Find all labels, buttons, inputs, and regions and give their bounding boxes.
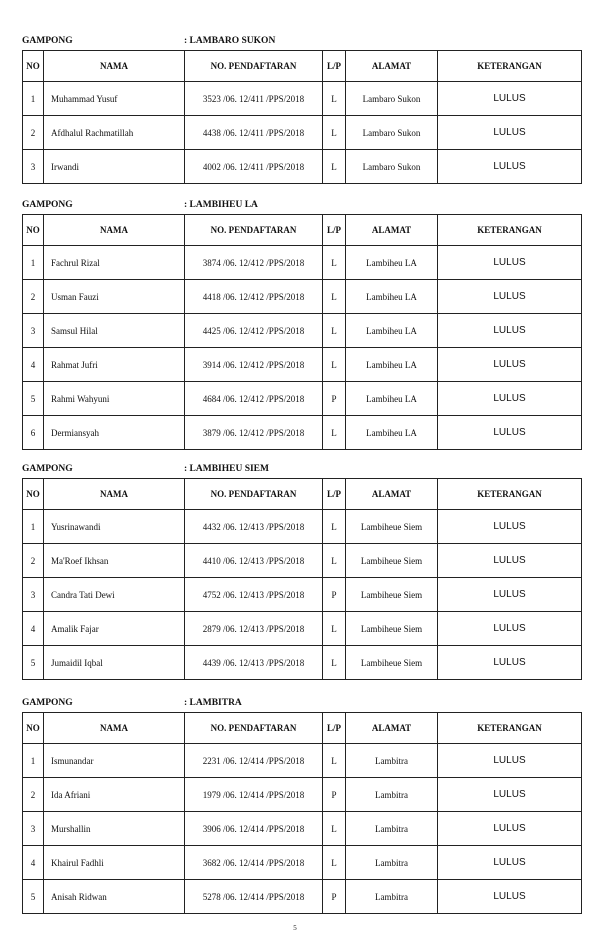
cell-keterangan: LULUS xyxy=(438,778,582,812)
gampong-section xyxy=(22,200,575,450)
column-header-no-pendaftaran: NO. PENDAFTARAN xyxy=(185,215,323,246)
gampong-label: GAMPONG xyxy=(22,698,73,708)
cell-keterangan: LULUS xyxy=(438,150,582,184)
cell-no: 4 xyxy=(23,612,44,646)
cell-no-pendaftaran: 1979 /06. 12/414 /PPS/2018 xyxy=(185,778,323,812)
table-row xyxy=(23,812,582,846)
table-header-row xyxy=(23,713,582,744)
gampong-header xyxy=(22,200,575,214)
column-header-nama: NAMA xyxy=(44,713,185,744)
cell-lp: L xyxy=(323,416,346,450)
cell-lp: L xyxy=(323,82,346,116)
cell-nama: Irwandi xyxy=(44,150,185,184)
cell-alamat: Lambiheue Siem xyxy=(346,578,438,612)
cell-no-pendaftaran: 3914 /06. 12/412 /PPS/2018 xyxy=(185,348,323,382)
cell-keterangan: LULUS xyxy=(438,646,582,680)
cell-alamat: Lambaro Sukon xyxy=(346,82,438,116)
cell-keterangan: LULUS xyxy=(438,846,582,880)
cell-alamat: Lambitra xyxy=(346,744,438,778)
column-header-alamat: ALAMAT xyxy=(346,479,438,510)
column-header-alamat: ALAMAT xyxy=(346,215,438,246)
cell-alamat: Lambitra xyxy=(346,846,438,880)
cell-keterangan: LULUS xyxy=(438,578,582,612)
cell-no-pendaftaran: 4684 /06. 12/412 /PPS/2018 xyxy=(185,382,323,416)
cell-nama: Anisah Ridwan xyxy=(44,880,185,914)
cell-lp: L xyxy=(323,544,346,578)
column-header-nama: NAMA xyxy=(44,51,185,82)
column-header-lp: L/P xyxy=(323,713,346,744)
table-row xyxy=(23,416,582,450)
cell-no: 1 xyxy=(23,510,44,544)
cell-nama: Rahmi Wahyuni xyxy=(44,382,185,416)
table-row xyxy=(23,82,582,116)
column-header-keterangan: KETERANGAN xyxy=(438,51,582,82)
cell-alamat: Lambiheu LA xyxy=(346,280,438,314)
cell-keterangan: LULUS xyxy=(438,812,582,846)
cell-no: 5 xyxy=(23,880,44,914)
cell-lp: L xyxy=(323,744,346,778)
cell-nama: Ida Afriani xyxy=(44,778,185,812)
gampong-section xyxy=(22,36,575,184)
cell-keterangan: LULUS xyxy=(438,246,582,280)
gampong-section xyxy=(22,698,575,914)
cell-nama: Ismunandar xyxy=(44,744,185,778)
cell-no-pendaftaran: 4432 /06. 12/413 /PPS/2018 xyxy=(185,510,323,544)
table-row xyxy=(23,880,582,914)
table-row xyxy=(23,744,582,778)
cell-nama: Ma'Roef Ikhsan xyxy=(44,544,185,578)
cell-no: 2 xyxy=(23,778,44,812)
cell-no: 3 xyxy=(23,812,44,846)
cell-no: 1 xyxy=(23,246,44,280)
table-header-row xyxy=(23,215,582,246)
column-header-lp: L/P xyxy=(323,479,346,510)
column-header-lp: L/P xyxy=(323,51,346,82)
cell-nama: Yusrinawandi xyxy=(44,510,185,544)
table-header-row xyxy=(23,51,582,82)
cell-lp: L xyxy=(323,314,346,348)
gampong-header xyxy=(22,464,575,478)
cell-nama: Candra Tati Dewi xyxy=(44,578,185,612)
cell-keterangan: LULUS xyxy=(438,116,582,150)
table-row xyxy=(23,612,582,646)
student-table xyxy=(22,214,582,450)
cell-keterangan: LULUS xyxy=(438,416,582,450)
gampong-name: : LAMBIHEU SIEM xyxy=(184,464,269,474)
cell-no-pendaftaran: 2879 /06. 12/413 /PPS/2018 xyxy=(185,612,323,646)
column-header-alamat: ALAMAT xyxy=(346,51,438,82)
gampong-header xyxy=(22,698,575,712)
cell-no-pendaftaran: 3906 /06. 12/414 /PPS/2018 xyxy=(185,812,323,846)
cell-alamat: Lambiheue Siem xyxy=(346,544,438,578)
column-header-keterangan: KETERANGAN xyxy=(438,713,582,744)
cell-no-pendaftaran: 2231 /06. 12/414 /PPS/2018 xyxy=(185,744,323,778)
cell-no-pendaftaran: 4410 /06. 12/413 /PPS/2018 xyxy=(185,544,323,578)
cell-lp: P xyxy=(323,778,346,812)
cell-alamat: Lambiheu LA xyxy=(346,348,438,382)
cell-no-pendaftaran: 4752 /06. 12/413 /PPS/2018 xyxy=(185,578,323,612)
column-header-keterangan: KETERANGAN xyxy=(438,215,582,246)
column-header-no: NO xyxy=(23,479,44,510)
column-header-lp: L/P xyxy=(323,215,346,246)
cell-lp: L xyxy=(323,150,346,184)
cell-no: 4 xyxy=(23,846,44,880)
gampong-header xyxy=(22,36,575,50)
cell-alamat: Lambiheue Siem xyxy=(346,510,438,544)
cell-lp: P xyxy=(323,880,346,914)
cell-alamat: Lambiheu LA xyxy=(346,416,438,450)
cell-nama: Samsul Hilal xyxy=(44,314,185,348)
cell-nama: Fachrul Rizal xyxy=(44,246,185,280)
column-header-alamat: ALAMAT xyxy=(346,713,438,744)
cell-no: 6 xyxy=(23,416,44,450)
gampong-label: GAMPONG xyxy=(22,36,73,46)
gampong-label: GAMPONG xyxy=(22,464,73,474)
column-header-nama: NAMA xyxy=(44,479,185,510)
cell-no: 2 xyxy=(23,116,44,150)
cell-no-pendaftaran: 3874 /06. 12/412 /PPS/2018 xyxy=(185,246,323,280)
table-row xyxy=(23,314,582,348)
cell-alamat: Lambitra xyxy=(346,778,438,812)
cell-alamat: Lambiheu LA xyxy=(346,246,438,280)
cell-lp: L xyxy=(323,348,346,382)
gampong-name: : LAMBITRA xyxy=(184,698,242,708)
cell-lp: L xyxy=(323,280,346,314)
cell-alamat: Lambiheu LA xyxy=(346,382,438,416)
table-header-row xyxy=(23,479,582,510)
cell-lp: L xyxy=(323,612,346,646)
cell-lp: L xyxy=(323,812,346,846)
column-header-no-pendaftaran: NO. PENDAFTARAN xyxy=(185,51,323,82)
cell-no-pendaftaran: 4418 /06. 12/412 /PPS/2018 xyxy=(185,280,323,314)
cell-no-pendaftaran: 4425 /06. 12/412 /PPS/2018 xyxy=(185,314,323,348)
cell-no-pendaftaran: 4002 /06. 12/411 /PPS/2018 xyxy=(185,150,323,184)
cell-no: 5 xyxy=(23,382,44,416)
cell-no: 3 xyxy=(23,314,44,348)
cell-alamat: Lambitra xyxy=(346,880,438,914)
cell-no: 3 xyxy=(23,150,44,184)
cell-keterangan: LULUS xyxy=(438,382,582,416)
cell-lp: L xyxy=(323,510,346,544)
cell-alamat: Lambaro Sukon xyxy=(346,116,438,150)
table-row xyxy=(23,510,582,544)
cell-nama: Jumaidil Iqbal xyxy=(44,646,185,680)
cell-no: 1 xyxy=(23,82,44,116)
cell-alamat: Lambiheu LA xyxy=(346,314,438,348)
table-row xyxy=(23,348,582,382)
cell-no-pendaftaran: 3879 /06. 12/412 /PPS/2018 xyxy=(185,416,323,450)
cell-keterangan: LULUS xyxy=(438,880,582,914)
cell-no-pendaftaran: 3682 /06. 12/414 /PPS/2018 xyxy=(185,846,323,880)
cell-lp: L xyxy=(323,246,346,280)
table-row xyxy=(23,280,582,314)
column-header-no: NO xyxy=(23,51,44,82)
page-number: 5 xyxy=(293,924,297,932)
cell-alamat: Lambaro Sukon xyxy=(346,150,438,184)
student-table xyxy=(22,478,582,680)
cell-keterangan: LULUS xyxy=(438,314,582,348)
column-header-no-pendaftaran: NO. PENDAFTARAN xyxy=(185,713,323,744)
gampong-label: GAMPONG xyxy=(22,200,73,210)
table-row xyxy=(23,578,582,612)
table-row xyxy=(23,778,582,812)
cell-nama: Usman Fauzi xyxy=(44,280,185,314)
cell-no-pendaftaran: 4439 /06. 12/413 /PPS/2018 xyxy=(185,646,323,680)
cell-no-pendaftaran: 3523 /06. 12/411 /PPS/2018 xyxy=(185,82,323,116)
cell-alamat: Lambiheue Siem xyxy=(346,612,438,646)
cell-no: 3 xyxy=(23,578,44,612)
cell-no: 5 xyxy=(23,646,44,680)
cell-lp: L xyxy=(323,646,346,680)
cell-nama: Amalik Fajar xyxy=(44,612,185,646)
cell-lp: L xyxy=(323,846,346,880)
cell-keterangan: LULUS xyxy=(438,744,582,778)
cell-alamat: Lambiheue Siem xyxy=(346,646,438,680)
column-header-nama: NAMA xyxy=(44,215,185,246)
student-table xyxy=(22,712,582,914)
cell-lp: P xyxy=(323,382,346,416)
cell-lp: P xyxy=(323,578,346,612)
cell-lp: L xyxy=(323,116,346,150)
table-row xyxy=(23,382,582,416)
cell-nama: Dermiansyah xyxy=(44,416,185,450)
cell-keterangan: LULUS xyxy=(438,82,582,116)
gampong-section xyxy=(22,464,575,680)
cell-nama: Muhammad Yusuf xyxy=(44,82,185,116)
cell-no: 2 xyxy=(23,544,44,578)
table-row xyxy=(23,246,582,280)
column-header-no: NO xyxy=(23,713,44,744)
cell-keterangan: LULUS xyxy=(438,544,582,578)
table-row xyxy=(23,544,582,578)
cell-nama: Afdhalul Rachmatillah xyxy=(44,116,185,150)
cell-nama: Murshallin xyxy=(44,812,185,846)
cell-no: 1 xyxy=(23,744,44,778)
cell-keterangan: LULUS xyxy=(438,348,582,382)
gampong-name: : LAMBIHEU LA xyxy=(184,200,258,210)
cell-nama: Khairul Fadhli xyxy=(44,846,185,880)
table-row xyxy=(23,116,582,150)
cell-keterangan: LULUS xyxy=(438,280,582,314)
gampong-name: : LAMBARO SUKON xyxy=(184,36,276,46)
cell-nama: Rahmat Jufri xyxy=(44,348,185,382)
cell-no-pendaftaran: 4438 /06. 12/411 /PPS/2018 xyxy=(185,116,323,150)
table-row xyxy=(23,646,582,680)
cell-no: 4 xyxy=(23,348,44,382)
cell-keterangan: LULUS xyxy=(438,612,582,646)
table-row xyxy=(23,846,582,880)
column-header-keterangan: KETERANGAN xyxy=(438,479,582,510)
cell-alamat: Lambitra xyxy=(346,812,438,846)
column-header-no-pendaftaran: NO. PENDAFTARAN xyxy=(185,479,323,510)
cell-no-pendaftaran: 5278 /06. 12/414 /PPS/2018 xyxy=(185,880,323,914)
student-table xyxy=(22,50,582,184)
cell-no: 2 xyxy=(23,280,44,314)
column-header-no: NO xyxy=(23,215,44,246)
cell-keterangan: LULUS xyxy=(438,510,582,544)
table-row xyxy=(23,150,582,184)
